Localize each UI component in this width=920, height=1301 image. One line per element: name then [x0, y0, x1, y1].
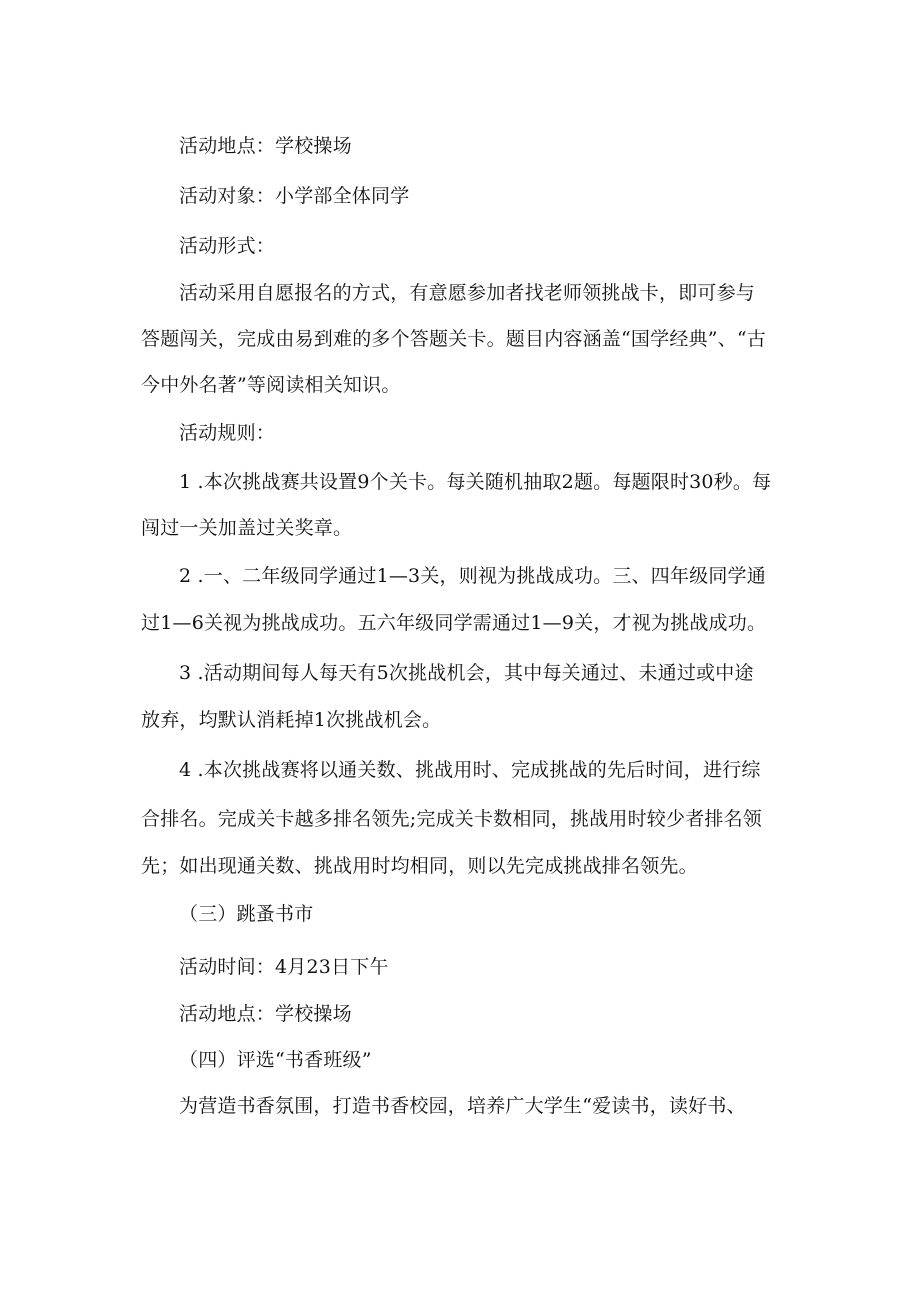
text-line-rules-heading: 活动规则： — [179, 422, 276, 444]
text-line-rule-3-a: 3 .活动期间每人每天有5次挑战机会，其中每关通过、未通过或中途 — [179, 662, 754, 684]
text-line-rule-2-a: 2 .一、二年级同学通过1—3关，则视为挑战成功。三、四年级同学通 — [179, 565, 766, 587]
text-line-rule-2-b: 过1—6关视为挑战成功。五六年级同学需通过1—9关，才视为挑战成功。 — [141, 612, 767, 634]
text-line-rule-4-b: 合排名。完成关卡越多排名领先;完成关卡数相同，挑战用时较少者排名领 — [141, 808, 763, 830]
text-line-rule-1-a: 1 .本次挑战赛共设置9个关卡。每关随机抽取2题。每题限时30秒。每 — [179, 471, 772, 493]
text-line-activity-target: 活动对象：小学部全体同学 — [179, 185, 410, 207]
text-line-rule-3-b: 放弃，均默认消耗掉1次挑战机会。 — [141, 709, 442, 731]
text-line-form-paragraph-3: 今中外名著”等阅读相关知识。 — [141, 374, 401, 396]
text-line-book-class-paragraph: 为营造书香氛围，打造书香校园，培养广大学生“爱读书，读好书、 — [179, 1095, 746, 1117]
text-line-activity-location-2: 活动地点：学校操场 — [179, 1003, 352, 1025]
text-line-rule-4-a: 4 .本次挑战赛将以通关数、挑战用时、完成挑战的先后时间，进行综 — [179, 759, 761, 781]
text-line-rule-4-c: 先；如出现通关数、挑战用时均相同，则以先完成挑战排名领先。 — [141, 855, 698, 877]
text-line-activity-form-heading: 活动形式： — [179, 235, 276, 257]
section-heading-flea-market: （三）跳蚤书市 — [179, 903, 314, 925]
text-line-form-paragraph-1: 活动采用自愿报名的方式，有意愿参加者找老师领挑战卡，即可参与 — [179, 282, 756, 304]
text-line-form-paragraph-2: 答题闯关，完成由易到难的多个答题关卡。题目内容涵盖“国学经典”、“古 — [141, 328, 766, 350]
text-line-rule-1-b: 闯过一关加盖过关奖章。 — [141, 517, 353, 539]
text-line-activity-location: 活动地点：学校操场 — [179, 135, 352, 157]
section-heading-book-class: （四）评选“书香班级” — [179, 1049, 372, 1071]
text-line-activity-time: 活动时间：4月23日下午 — [179, 956, 389, 978]
